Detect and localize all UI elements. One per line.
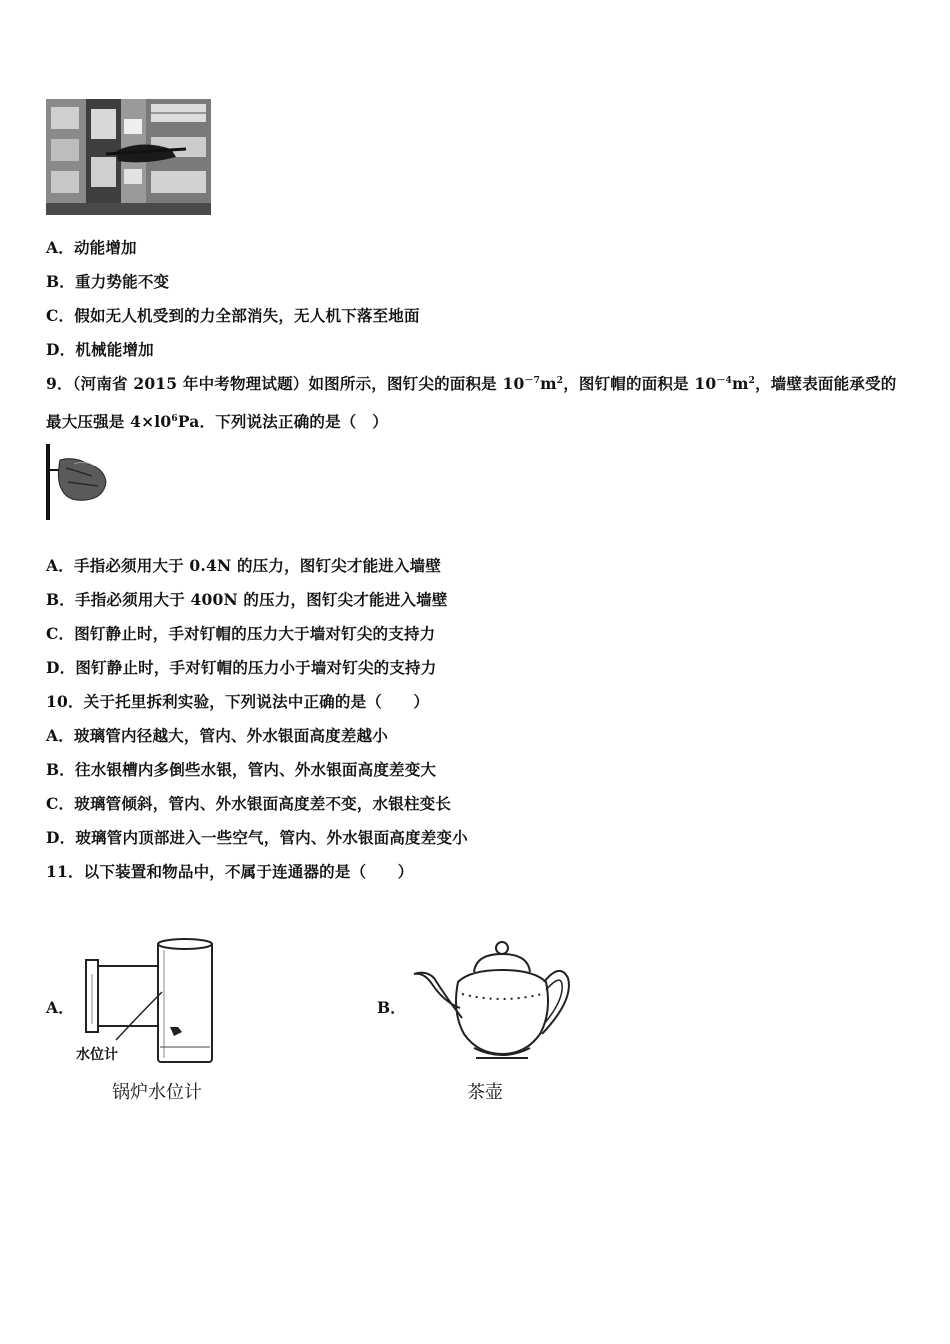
- teapot-figure: [410, 938, 575, 1070]
- q10-option-b: B．往水银槽内多倒些水银，管内、外水银面高度差变大: [46, 760, 437, 779]
- q9-option-a: A．手指必须用大于 0.4N 的压力，图钉尖才能进入墙壁: [46, 556, 442, 575]
- teapot-caption: 茶壶: [467, 1082, 503, 1103]
- q10-option-a: A．玻璃管内径越大，管内、外水银面高度差越小: [46, 726, 388, 745]
- q11-stem: 11．以下装置和物品中，不属于连通器的是（ ）: [46, 862, 414, 881]
- thumbtack-figure: [44, 442, 114, 522]
- q9-stem-line1: 9．（河南省 2015 年中考物理试题）如图所示，图钉尖的面积是 $10^{-7}m^2$，图钉帽的面积是 $10^{-4}m^2$，墙壁表面能承受的: [46, 374, 897, 393]
- q9-option-b: B．手指必须用大于 400N 的压力，图钉尖才能进入墙壁: [46, 590, 448, 609]
- q11-option-a-label: A．: [46, 998, 74, 1017]
- q9-stem-line2: 最大压强是 $4\times l0^6Pa$．下列说法正确的是（ ）: [46, 412, 388, 431]
- q10-option-c: C．玻璃管倾斜，管内、外水银面高度差不变，水银柱变长: [46, 794, 452, 813]
- q10-stem: 10．关于托里拆利实验，下列说法中正确的是（ ）: [46, 692, 430, 711]
- q8-option-a: A．动能增加: [46, 238, 137, 257]
- drone-building-figure: [46, 99, 211, 215]
- boiler-gauge-caption: 锅炉水位计: [112, 1082, 202, 1103]
- q9-option-c: C．图钉静止时，手对钉帽的压力大于墙对钉尖的支持力: [46, 624, 436, 643]
- q11-option-b-label: B．: [377, 998, 407, 1017]
- q8-option-c: C．假如无人机受到的力全部消失，无人机下落至地面: [46, 306, 420, 325]
- water-gauge-inner-label: 水位计: [76, 1047, 118, 1063]
- q9-option-d: D．图钉静止时，手对钉帽的压力小于墙对钉尖的支持力: [46, 658, 437, 677]
- q8-option-b: B．重力势能不变: [46, 272, 170, 291]
- q8-option-d: D．机械能增加: [46, 340, 154, 359]
- q10-option-d: D．玻璃管内顶部进入一些空气，管内、外水银面高度差变小: [46, 828, 468, 847]
